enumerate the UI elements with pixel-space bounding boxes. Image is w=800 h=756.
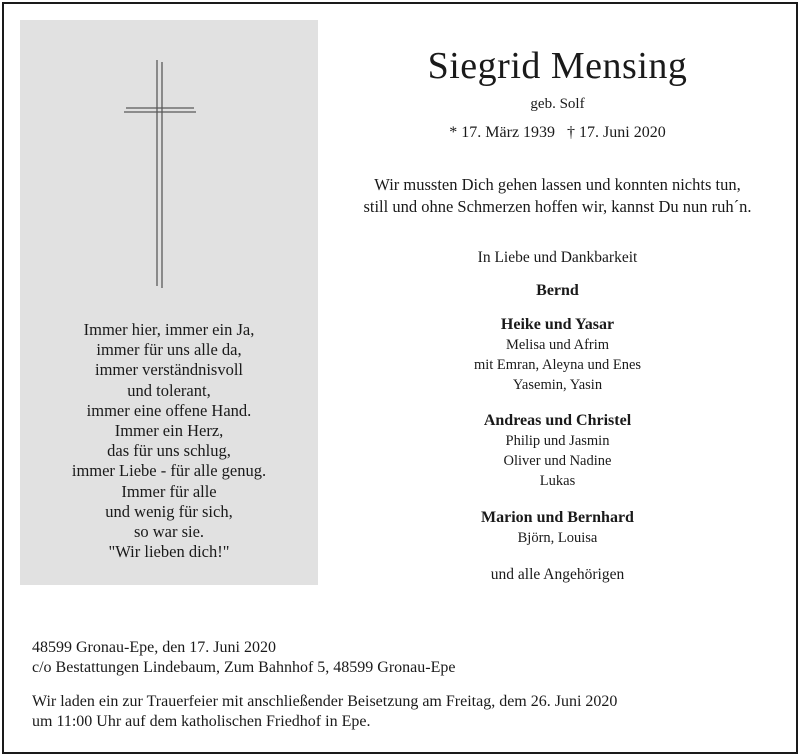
poem-line: Immer ein Herz, — [114, 421, 224, 441]
spouse-name: Bernd — [536, 282, 579, 299]
poem-panel — [20, 20, 318, 585]
mourners-intro: In Liebe und Dankbarkeit — [477, 249, 638, 266]
birth-name: geb. Solf — [530, 96, 585, 112]
farewell-quote — [319, 174, 796, 218]
poem-line: immer für uns alle da, — [96, 340, 242, 360]
ceremony-invitation: Wir laden ein zur Trauerfeier mit anschließender Beisetzung am Freitag, dem 26. Juni 2020 — [32, 693, 618, 710]
ceremony-invitation: um 11:00 Uhr auf dem katholischen Friedhof in Epe. — [32, 713, 371, 730]
poem-line: immer Liebe - für alle genug. — [71, 461, 267, 481]
poem-line: "Wir lieben dich!" — [108, 542, 230, 562]
poem-line: und tolerant, — [127, 380, 211, 400]
quote-line: still und ohne Schmerzen hoffen wir, kannst Du nun ruh´n. — [363, 197, 752, 216]
family-member: Björn, Louisa — [517, 530, 598, 546]
poem-line: so war sie. — [133, 522, 205, 542]
poem-line: und wenig für sich, — [105, 501, 233, 521]
family-member: Lukas — [539, 473, 576, 489]
family-head: Heike und Yasar — [500, 316, 615, 333]
christian-cross-icon — [20, 20, 318, 310]
family-member: Melisa und Afrim — [505, 337, 610, 353]
mourners-closing: und alle Angehörigen — [490, 566, 625, 583]
family-group — [319, 507, 796, 548]
deceased-name: Siegrid Mensing — [427, 45, 688, 87]
life-dates: * 17. März 1939 † 17. Juni 2020 — [449, 124, 666, 141]
place-date: 48599 Gronau-Epe, den 17. Juni 2020 — [32, 639, 276, 656]
poem-line: immer verständnisvoll — [94, 360, 244, 380]
family-member: mit Emran, Aleyna und Enes — [473, 357, 642, 373]
family-member: Yasemin, Yasin — [512, 377, 603, 393]
poem-line: Immer für alle — [121, 481, 217, 501]
family-group — [319, 410, 796, 491]
family-head: Andreas und Christel — [483, 412, 632, 429]
poem-line: das für uns schlug, — [107, 441, 231, 461]
poem-line: immer eine offene Hand. — [86, 400, 252, 420]
poem-line: Immer hier, immer ein Ja, — [83, 320, 255, 339]
poem — [20, 320, 318, 562]
funeral-home-address: c/o Bestattungen Lindebaum, Zum Bahnhof 5, 48599 Gronau-Epe — [32, 659, 456, 676]
family-group — [319, 314, 796, 395]
family-head: Marion und Bernhard — [481, 509, 634, 526]
quote-line: Wir mussten Dich gehen lassen und konnten nichts tun, — [374, 175, 741, 194]
obituary-notice — [2, 2, 798, 754]
family-member: Philip und Jasmin — [505, 433, 610, 449]
family-member: Oliver und Nadine — [503, 453, 612, 469]
